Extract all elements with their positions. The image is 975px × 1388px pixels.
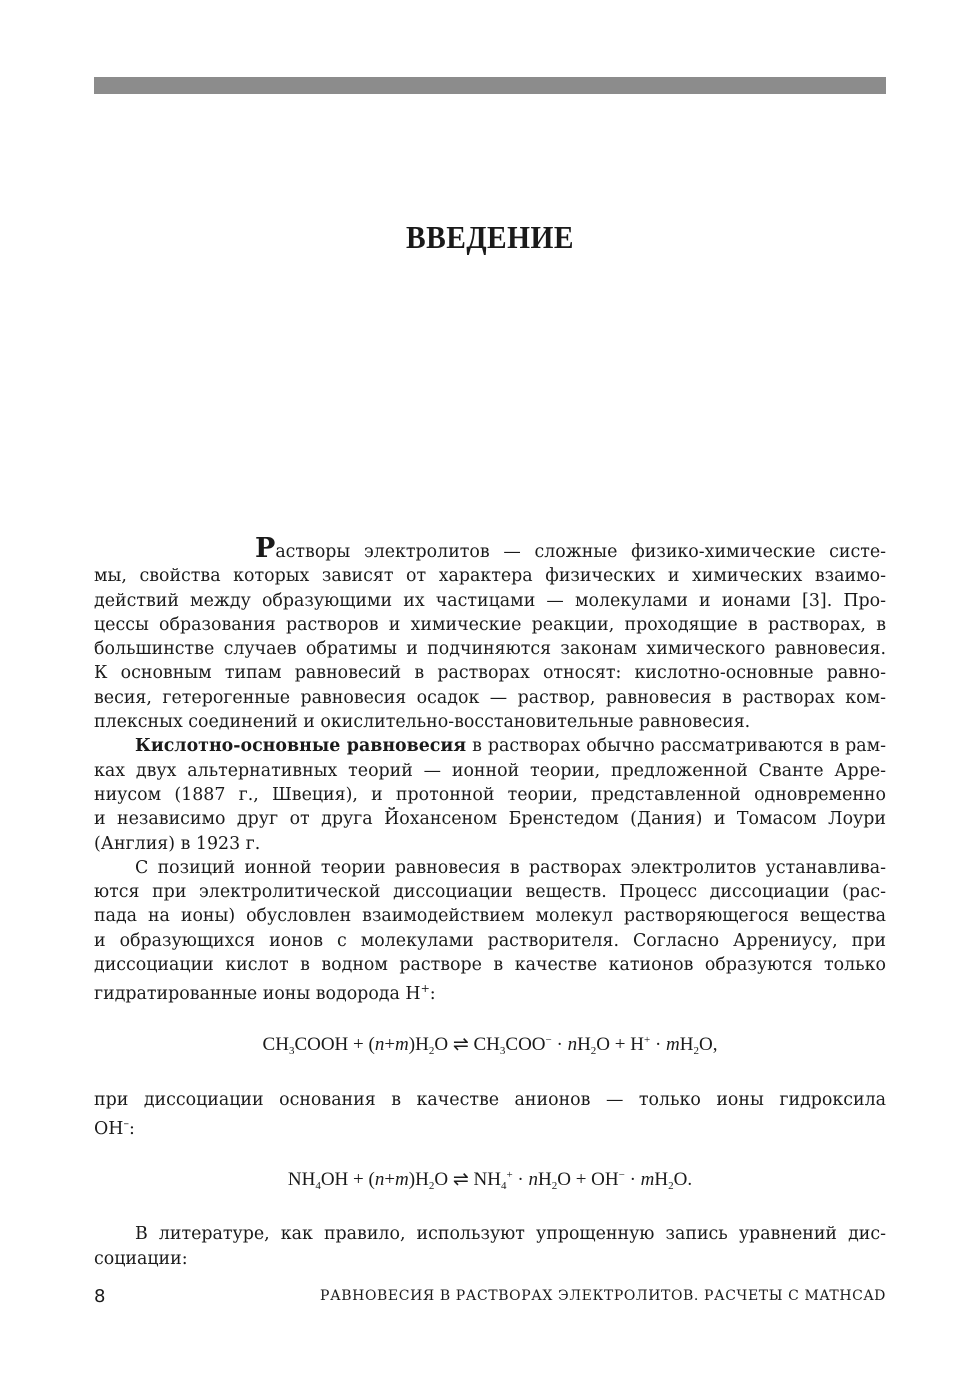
paragraph-line: гидратированные ионы водорода H+: <box>94 982 436 1005</box>
paragraph-line: плексных соединений и окислительно-восстановительные равновесия. <box>94 712 751 733</box>
paragraph-line: ниусом (1887 г., Швеция), и протонной теории, представленной одновременно <box>94 784 886 805</box>
paragraph-line: диссоциации кислот в водном растворе в качестве катионов образуются только <box>94 955 886 976</box>
paragraph-line: пада на ионы) обусловлен взаимодействием молекул растворяющегося вещества <box>94 906 886 927</box>
paragraph-line: ются при электролитической диссоциации веществ. Процесс диссоциации (рас- <box>94 882 886 903</box>
paragraph-line: OH–: <box>94 1117 135 1139</box>
paragraph-acid-base <box>94 734 886 855</box>
paragraph-line: ках двух альтернативных теорий — ионной теории, предложенной Сванте Арре- <box>94 760 886 781</box>
header-rule <box>94 77 886 94</box>
paragraph-line: Кислотно-основные равновесия в растворах обычно рассматриваются в рам- <box>135 736 886 757</box>
page-number: 8 <box>94 1286 106 1307</box>
equation-acetic-acid: $CH_3COOH + (n+m)H_2O$ ⇌ $CH_3COO^- \cdot nH_2O + H^+ \cdot mH_2O$, <box>262 1034 718 1058</box>
paragraph-line: весия, гетерогенные равновесия осадок — раствор, равновесия в растворах ком- <box>94 687 886 708</box>
running-title: РАВНОВЕСИЯ В РАСТВОРАХ ЭЛЕКТРОЛИТОВ. РАСЧЕТЫ С MATHCAD <box>320 1288 886 1304</box>
paragraph-ionic-theory <box>94 856 886 1007</box>
paragraph-line: мы, свойства которых зависят от характера физических и химических взаимо- <box>94 566 886 587</box>
paragraph-line: большинстве случаев обратимы и подчиняются законам химического равновесия. <box>94 639 886 660</box>
paragraph-line: и независимо друг от друга Йохансеном Бренстедом (Дания) и Томасом Лоури <box>94 809 886 830</box>
paragraph-intro <box>94 533 886 734</box>
bold-term: Кислотно-основные равновесия <box>135 736 467 757</box>
equation-ammonium-hydroxide: $NH_4OH + (n+m)H_2O$ ⇌ $NH_4^+ \cdot nH_2O + OH^- \cdot mH_2O$. <box>287 1169 693 1193</box>
paragraph-line: К основным типам равновесий в растворах относят: кислотно-основные равно- <box>94 663 886 684</box>
paragraph-literature <box>94 1222 886 1271</box>
paragraph-line: Растворы электролитов — сложные физико-химические систе- <box>255 533 886 564</box>
paragraph-line: при диссоциации основания в качестве анионов — только ионы гидроксила <box>94 1089 886 1110</box>
page-footer <box>94 1286 886 1310</box>
paragraph-line: С позиций ионной теории равновесия в растворах электролитов устанавлива- <box>135 857 886 878</box>
chapter-title: ВВЕДЕНИЕ <box>406 219 574 255</box>
paragraph-line: цессы образования растворов и химические реакции, проходящие в растворах, в <box>94 614 886 635</box>
paragraph-line: (Англия) в 1923 г. <box>94 833 261 854</box>
paragraph-line: социации: <box>94 1248 188 1269</box>
body-text <box>94 533 886 1271</box>
drop-cap: Р <box>255 533 276 564</box>
paragraph-line: В литературе, как правило, используют упрощенную запись уравнений дис- <box>135 1224 886 1245</box>
paragraph-line: и образующихся ионов с молекулами растворителя. Согласно Аррениусу, при <box>94 930 886 951</box>
paragraph-base-dissociation <box>94 1088 886 1141</box>
paragraph-line: действий между образующими их частицами — молекулами и ионами [3]. Про- <box>94 590 886 611</box>
